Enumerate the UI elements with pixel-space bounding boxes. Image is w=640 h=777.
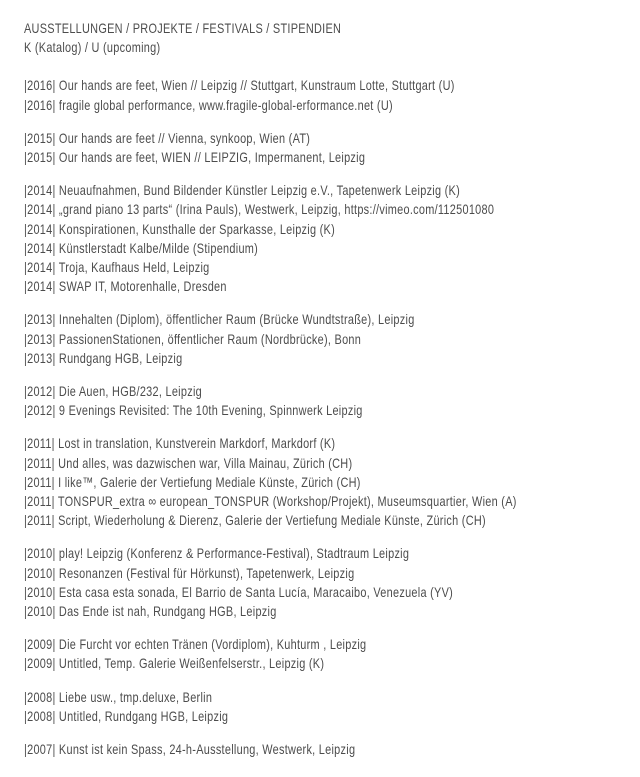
entry-year: |2014| [24,278,56,295]
entry-text: play! Leipzig (Konferenz & Performance-Festival), Stadtraum Leipzig [58,545,410,562]
entry-text: Innehalten (Diplom), öffentlicher Raum (Brücke Wundtstraße), Leipzig [58,311,415,328]
entry-text: Das Ende ist nah, Rundgang HGB, Leipzig [58,603,277,620]
exhibition-entry [24,602,640,621]
entry-year: |2011| [24,435,55,452]
exhibition-entry [24,401,640,420]
exhibition-entry [24,473,640,492]
entry-year: |2014| [24,201,56,218]
exhibition-entry [24,635,640,654]
entry-text: fragile global performance, www.fragile-global-erformance.net (U) [58,96,393,113]
exhibition-entry [24,239,640,258]
entry-text: Neuaufnahmen, Bund Bildender Künstler Leipzig e.V., Tapetenwerk Leipzig (K) [58,182,461,199]
entry-text: TONSPUR_extra ∞ european_TONSPUR (Workshop/Projekt), Museumsquartier, Wien (A) [57,493,517,510]
exhibition-entry [24,434,640,453]
page-title: AUSSTELLUNGEN / PROJEKTE / FESTIVALS / STIPENDIEN [24,20,342,36]
exhibition-entry [24,382,640,401]
entry-text: Liebe usw., tmp.deluxe, Berlin [58,688,213,705]
entry-text: Resonanzen (Festival für Hörkunst), Tapetenwerk, Leipzig [58,564,355,581]
entry-year: |2013| [24,330,56,347]
exhibition-entry [24,654,640,673]
entry-year: |2011| [24,473,55,490]
entry-text: Künstlerstadt Kalbe/Milde (Stipendium) [58,239,259,256]
year-group [24,382,640,420]
entry-text: Die Auen, HGB/232, Leipzig [58,383,203,400]
exhibition-entry [24,76,640,95]
entry-year: |2014| [24,259,56,276]
entry-year: |2014| [24,220,56,237]
page-header [24,19,640,57]
entry-year: |2013| [24,349,56,366]
year-group [24,740,640,759]
entry-text: Kunst ist kein Spass, 24-h-Ausstellung, Westwerk, Leipzig [58,741,356,758]
exhibition-entry [24,310,640,329]
entry-year: |2013| [24,311,56,328]
entry-year: |2007| [24,741,56,758]
exhibition-entry [24,349,640,368]
entry-year: |2010| [24,603,56,620]
entry-text: I like™, Galerie der Vertiefung Mediale Künste, Zürich (CH) [58,473,361,490]
entry-year: |2010| [24,583,56,600]
entry-year: |2012| [24,383,56,400]
entry-text: Untitled, Rundgang HGB, Leipzig [58,707,229,724]
entry-year: |2015| [24,149,56,166]
entry-text: Esta casa esta sonada, El Barrio de Santa Lucía, Maracaibo, Venezuela (YV) [58,583,454,600]
exhibition-entry [24,454,640,473]
entry-year: |2009| [24,636,56,653]
exhibition-entry [24,688,640,707]
entry-year: |2011| [24,512,55,529]
exhibition-entry [24,492,640,511]
entry-text: Lost in translation, Kunstverein Markdorf, Markdorf (K) [58,435,336,452]
exhibition-entry [24,564,640,583]
entry-year: |2014| [24,182,56,199]
exhibition-entry [24,258,640,277]
year-group [24,434,640,530]
exhibition-entry [24,330,640,349]
year-group [24,688,640,726]
entry-year: |2009| [24,655,56,672]
exhibition-list [24,76,640,759]
entry-text: Und alles, was dazwischen war, Villa Mainau, Zürich (CH) [58,454,353,471]
entry-year: |2008| [24,707,56,724]
exhibition-entry [24,181,640,200]
year-group [24,181,640,296]
exhibition-entry [24,200,640,219]
exhibition-entry [24,707,640,726]
legend-line: K (Katalog) / U (upcoming) [24,39,161,56]
exhibition-entry [24,220,640,239]
entry-text: Konspirationen, Kunsthalle der Sparkasse, Leipzig (K) [58,220,336,237]
entry-text: „grand piano 13 parts“ (Irina Pauls), Westwerk, Leipzig, https://vimeo.com/112501080 [58,201,495,218]
exhibition-entry [24,544,640,563]
year-group [24,129,640,167]
entry-year: |2015| [24,129,56,146]
exhibition-entry [24,148,640,167]
entry-year: |2011| [24,493,55,510]
entry-text: SWAP IT, Motorenhalle, Dresden [58,278,227,295]
entry-text: PassionenStationen, öffentlicher Raum (Nordbrücke), Bonn [58,330,362,347]
exhibition-entry [24,96,640,115]
entry-year: |2014| [24,239,56,256]
entry-text: Our hands are feet, Wien // Leipzig // Stuttgart, Kunstraum Lotte, Stuttgart (U) [58,77,455,94]
entry-year: |2008| [24,688,56,705]
entry-text: Rundgang HGB, Leipzig [58,349,183,366]
entry-year: |2016| [24,77,56,94]
entry-text: Our hands are feet // Vienna, synkoop, Wien (AT) [58,129,311,146]
entry-text: Untitled, Temp. Galerie Weißenfelserstr., Leipzig (K) [58,655,325,672]
entry-text: Die Furcht vor echten Tränen (Vordiplom), Kuhturm , Leipzig [58,636,367,653]
entry-year: |2011| [24,454,55,471]
entry-year: |2010| [24,564,56,581]
entry-text: Our hands are feet, WIEN // LEIPZIG, Impermanent, Leipzig [58,149,366,166]
entry-text: Troja, Kaufhaus Held, Leipzig [58,259,210,276]
entry-year: |2016| [24,96,56,113]
exhibition-entry [24,129,640,148]
year-group [24,635,640,673]
entry-year: |2010| [24,545,56,562]
cv-text-block [24,19,640,759]
exhibition-entry [24,511,640,530]
entry-text: 9 Evenings Revisited: The 10th Evening, Spinnwerk Leipzig [58,402,363,419]
entry-text: Script, Wiederholung & Dierenz, Galerie der Vertiefung Mediale Künste, Zürich (CH) [58,512,486,529]
exhibition-entry [24,583,640,602]
exhibition-entry [24,740,640,759]
year-group [24,544,640,621]
exhibition-entry [24,277,640,296]
entry-year: |2012| [24,402,56,419]
year-group [24,310,640,368]
year-group [24,76,640,114]
